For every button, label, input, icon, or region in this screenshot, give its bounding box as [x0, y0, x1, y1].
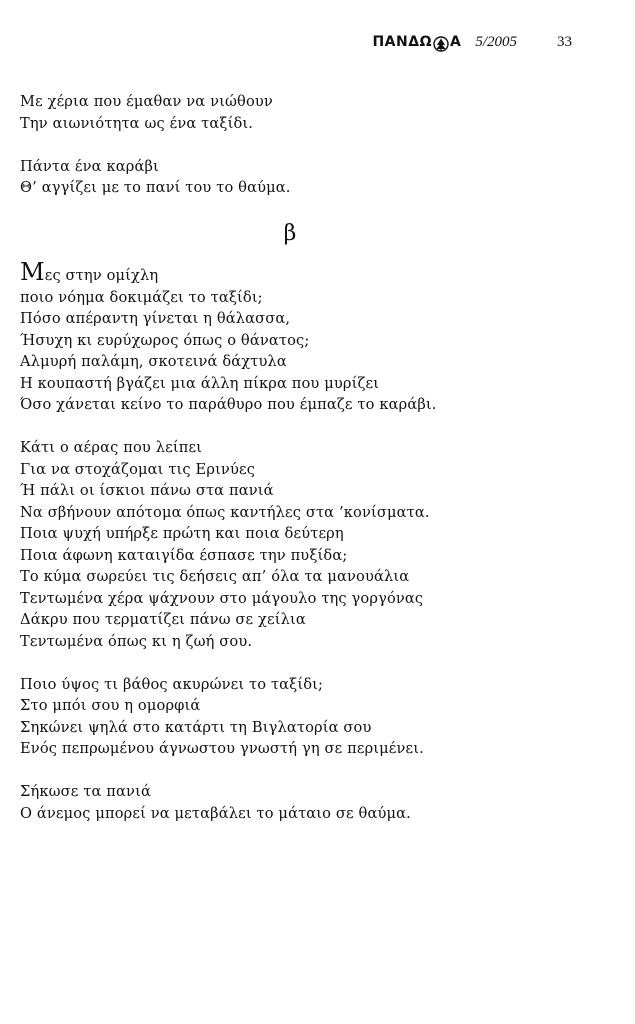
- page-number: 33: [557, 34, 572, 50]
- issue-number: 5/2005: [475, 34, 517, 50]
- poem-line: Με χέρια που έμαθαν να νιώθουν: [20, 93, 273, 110]
- poem-line: Ποιο ύψος τι βάθος ακυρώνει το ταξίδι;: [20, 675, 324, 693]
- poem-line: Ποια ψυχή υπήρξε πρώτη και ποια δεύτερη: [20, 525, 344, 542]
- poem-line: Δάκρυ που τερματίζει πάνω σε χείλια: [20, 611, 306, 628]
- poem-line: Σήκωσε τα πανιά: [20, 783, 151, 800]
- poem-line: Την αιωνιότητα ως ένα ταξίδι.: [20, 114, 254, 132]
- poem-line: Σηκώνει ψηλά στο κατάρτι τη Βιγλατορία σου: [20, 718, 372, 736]
- poem-line-first: [20, 258, 610, 287]
- poem-body: [20, 91, 610, 846]
- section-marker: β: [283, 221, 297, 246]
- poem-line: Το κύμα σωρεύει τις δεήσεις απ’ όλα τα μανουάλια: [20, 568, 410, 585]
- journal-title-left: ΠΑΝΔΩ: [372, 34, 432, 50]
- poem-line: Κάτι ο αέρας που λείπει: [20, 439, 203, 456]
- first-line-rest: ες στην ομίχλη: [44, 267, 159, 284]
- stanza-5: [20, 674, 610, 760]
- poem-line: Τεντωμένα όπως κι η ζωή σου.: [20, 632, 253, 650]
- running-header: [372, 34, 572, 54]
- poem-line: Ποια άφωνη καταιγίδα έσπασε την πυξίδα;: [20, 546, 348, 564]
- stanza-3: [20, 258, 610, 416]
- poem-line: Τεντωμένα χέρα ψάχνουν στο μάγουλο της γοργόνας: [20, 589, 424, 607]
- poem-line: Ενός πεπρωμένου άγνωστου γνωστή γη σε περιμένει.: [20, 740, 424, 757]
- poem-line: Στο μπόι σου η ομορφιά: [20, 697, 201, 714]
- poem-line: Πόσο απέραντη γίνεται η θάλασσα,: [20, 310, 291, 327]
- poem-line: Πάντα ένα καράβι: [20, 157, 159, 175]
- poem-line: Ήσυχη κι ευρύχωρος όπως ο θάνατος;: [20, 331, 310, 349]
- stanza-2: [20, 156, 610, 199]
- journal-logo-icon: [433, 36, 449, 52]
- poem-line: Η κουπαστή βγάζει μια άλλη πίκρα που μυρίζει: [20, 374, 380, 392]
- stanza-6: [20, 781, 610, 824]
- drop-cap: Μ: [20, 258, 45, 286]
- poem-line: Ο άνεμος μπορεί να μεταβάλει το μάταιο σε θαύμα.: [20, 804, 411, 822]
- journal-title: [372, 34, 461, 50]
- poem-line: ποιο νόημα δοκιμάζει το ταξίδι;: [20, 288, 263, 306]
- poem-line: Αλμυρή παλάμη, σκοτεινά δάχτυλα: [20, 353, 287, 370]
- stanza-1: [20, 91, 610, 134]
- stanza-4: [20, 437, 610, 652]
- poem-line: Θ’ αγγίζει με το πανί του το θαύμα.: [20, 179, 291, 196]
- poem-line: Να σβήνουν απότομα όπως καντήλες στα ’κονίσματα.: [20, 503, 430, 521]
- journal-title-right: Α: [449, 34, 462, 50]
- poem-line: Όσο χάνεται κείνο το παράθυρο που έμπαζε το καράβι.: [20, 396, 437, 413]
- poem-line: Για να στοχάζομαι τις Ερινύες: [20, 460, 256, 478]
- poem-line: Ή πάλι οι ίσκιοι πάνω στα πανιά: [20, 482, 274, 499]
